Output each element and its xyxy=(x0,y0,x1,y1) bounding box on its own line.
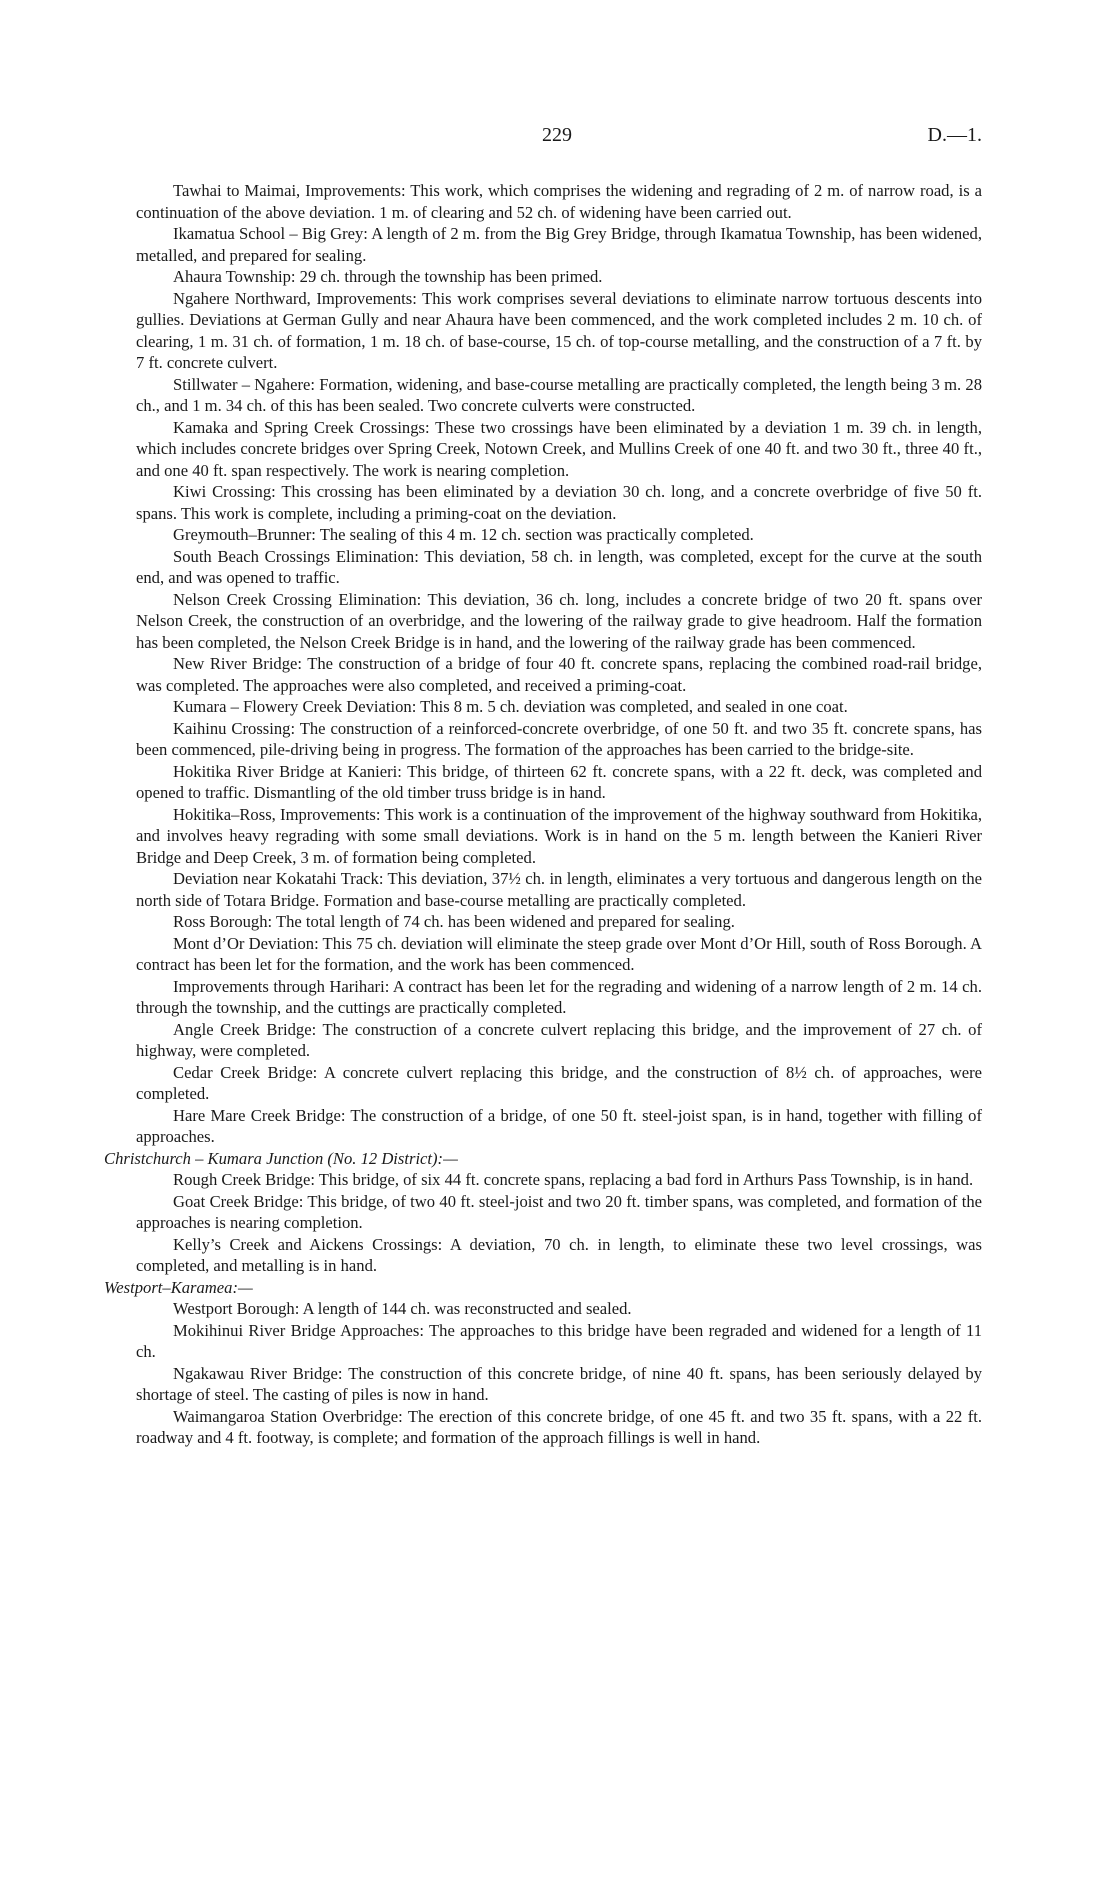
paragraph: Ahaura Township: 29 ch. through the township has been primed. xyxy=(173,267,603,286)
paragraph: Mont d’Or Deviation: This 75 ch. deviation will eliminate the steep grade over Mont d’Or Hill, south of Ross Borough. A contract has been let for the formation, and the work has been commenced. xyxy=(136,933,982,974)
paragraph: Kamaka and Spring Creek Crossings: These two crossings have been eliminated by a deviation 1 m. 39 ch. in length, which includes concrete bridges over Spring Creek, Notown Creek, and Mullins Creek of one 40 ft. and two 30 ft., three 40 ft., and one 40 ft. span respectively. The work is nearing completion. xyxy=(136,417,982,480)
page-code: D.—1. xyxy=(927,124,982,146)
paragraph: Stillwater – Ngahere: Formation, widening, and base-course metalling are practically completed, the length being 3 m. 28 ch., and 1 m. 34 ch. of this has been sealed. Two concrete culverts were constructed. xyxy=(136,374,982,415)
paragraph: Ross Borough: The total length of 74 ch. has been widened and prepared for sealing. xyxy=(173,912,735,931)
paragraph: Nelson Creek Crossing Elimination: This deviation, 36 ch. long, includes a concrete bridge of two 20 ft. spans over Nelson Creek, the construction of an overbridge, and the lowering of the railway grade to give headroom. Half the formation has been completed, the Nelson Creek Bridge is in hand, and the lowering of the railway grade has been commenced. xyxy=(136,589,982,652)
paragraph: Kelly’s Creek and Aickens Crossings: A deviation, 70 ch. in length, to eliminate these two level crossings, was completed, and metalling is in hand. xyxy=(136,1234,982,1275)
paragraph: Westport Borough: A length of 144 ch. was reconstructed and sealed. xyxy=(173,1299,632,1318)
paragraph: Greymouth–Brunner: The sealing of this 4 m. 12 ch. section was practically completed. xyxy=(173,525,754,544)
section-heading: Westport–Karamea:— xyxy=(104,1277,253,1297)
paragraph: Kiwi Crossing: This crossing has been eliminated by a deviation 30 ch. long, and a concrete overbridge of five 50 ft. spans. This work is complete, including a priming-coat on the deviation. xyxy=(136,482,982,523)
paragraph: Ngahere Northward, Improvements: This work comprises several deviations to eliminate narrow tortuous descents into gullies. Deviations at German Gully and near Ahaura have been commenced, and the work completed includes 2 m. 10 ch. of clearing, 1 m. 31 ch. of formation, 1 m. 18 ch. of base-course, 15 ch. of top-course metalling, and the construction of a 7 ft. by 7 ft. concrete culvert. xyxy=(136,288,982,372)
paragraph: Cedar Creek Bridge: A concrete culvert replacing this bridge, and the construction of 8½ ch. of approaches, were completed. xyxy=(136,1062,982,1103)
paragraph: Kaihinu Crossing: The construction of a reinforced-concrete overbridge, of one 50 ft. and two 35 ft. concrete spans, has been commenced, pile-driving being in progress. The formation of the approaches has been carried to the bridge-site. xyxy=(136,718,982,759)
paragraph: Tawhai to Maimai, Improvements: This work, which comprises the widening and regrading of 2 m. of narrow road, is a continuation of the above deviation. 1 m. of clearing and 52 ch. of widening have been carried out. xyxy=(136,181,982,222)
paragraph: Rough Creek Bridge: This bridge, of six 44 ft. concrete spans, replacing a bad ford in Arthurs Pass Township, is in hand. xyxy=(173,1170,974,1189)
paragraph: Ikamatua School – Big Grey: A length of 2 m. from the Big Grey Bridge, through Ikamatua Township, has been widened, metalled, and prepared for sealing. xyxy=(136,224,982,265)
section-heading: Christchurch – Kumara Junction (No. 12 District):— xyxy=(104,1148,458,1168)
document-body xyxy=(104,180,982,1449)
paragraph: Mokihinui River Bridge Approaches: The approaches to this bridge have been regraded and widened for a length of 11 ch. xyxy=(136,1320,982,1361)
paragraph: New River Bridge: The construction of a bridge of four 40 ft. concrete spans, replacing the combined road-rail bridge, was completed. The approaches were also completed, and received a priming-coat. xyxy=(136,654,982,695)
paragraph: Waimangaroa Station Overbridge: The erection of this concrete bridge, of one 45 ft. and two 35 ft. spans, with a 22 ft. roadway and 4 ft. footway, is complete; and formation of the approach fillings is well in hand. xyxy=(136,1406,982,1447)
paragraph: Deviation near Kokatahi Track: This deviation, 37½ ch. in length, eliminates a very tortuous and dangerous length on the north side of Totara Bridge. Formation and base-course metalling are practically completed. xyxy=(136,869,982,910)
paragraph: Hokitika–Ross, Improvements: This work is a continuation of the improvement of the highway southward from Hokitika, and involves heavy regrading with some small deviations. Work is in hand on the 5 m. length between the Kanieri River Bridge and Deep Creek, 3 m. of formation being completed. xyxy=(136,804,982,867)
page-number: 229 xyxy=(542,124,572,146)
paragraph: Hokitika River Bridge at Kanieri: This bridge, of thirteen 62 ft. concrete spans, with a 22 ft. deck, was completed and opened to traffic. Dismantling of the old timber truss bridge is in hand. xyxy=(136,761,982,802)
paragraph: Improvements through Harihari: A contract has been let for the regrading and widening of a narrow length of 2 m. 14 ch. through the township, and the cuttings are practically completed. xyxy=(136,976,982,1017)
paragraph: Kumara – Flowery Creek Deviation: This 8 m. 5 ch. deviation was completed, and sealed in one coat. xyxy=(173,697,848,716)
paragraph: Goat Creek Bridge: This bridge, of two 40 ft. steel-joist and two 20 ft. timber spans, was completed, and formation of the approaches is nearing completion. xyxy=(136,1191,982,1232)
paragraph: South Beach Crossings Elimination: This deviation, 58 ch. in length, was completed, except for the curve at the south end, and was opened to traffic. xyxy=(136,546,982,587)
paragraph: Angle Creek Bridge: The construction of a concrete culvert replacing this bridge, and the improvement of 27 ch. of highway, were completed. xyxy=(136,1019,982,1060)
paragraph: Hare Mare Creek Bridge: The construction of a bridge, of one 50 ft. steel-joist span, is in hand, together with filling of approaches. xyxy=(136,1105,982,1146)
paragraph: Ngakawau River Bridge: The construction of this concrete bridge, of nine 40 ft. spans, has been seriously delayed by shortage of steel. The casting of piles is now in hand. xyxy=(136,1363,982,1404)
